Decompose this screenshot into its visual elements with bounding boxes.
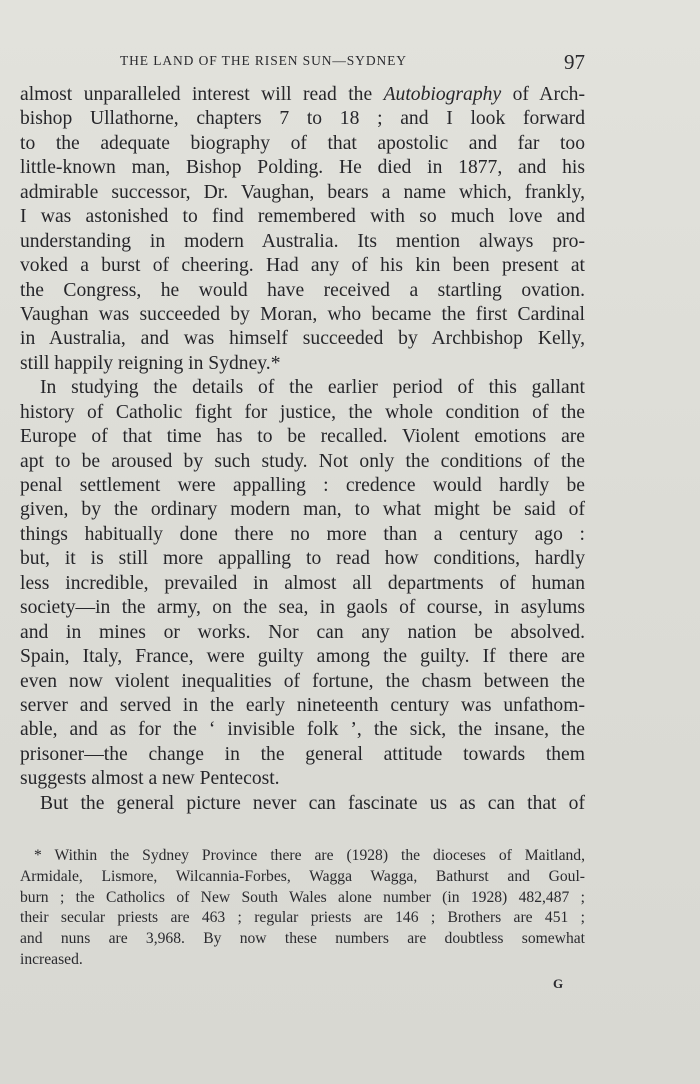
- running-title: THE LAND OF THE RISEN SUN—SYDNEY: [120, 53, 407, 68]
- footnote-line: * Within the Sydney Province there are (1928) the dioceses of Maitland,: [34, 847, 585, 864]
- footnote-line: Armidale, Lismore, Wilcannia-Forbes, Wagga Wagga, Bathurst and Goul-: [20, 867, 585, 885]
- body-line: able, and as for the ‘ invisible folk ’, the sick, the insane, the: [20, 719, 585, 741]
- body-line: given, by the ordinary modern man, to what might be said of: [20, 499, 585, 521]
- body-line: Vaughan was succeeded by Moran, who became the first Cardinal: [20, 303, 585, 325]
- book-title-italic: Autobiography: [383, 84, 502, 105]
- body-line: still happily reigning in Sydney.*: [20, 352, 281, 374]
- body-line: But the general picture never can fascinate us as can that of: [40, 792, 585, 814]
- body-line: even now violent inequalities of fortune, the chasm between the: [20, 670, 585, 692]
- body-line: admirable successor, Dr. Vaughan, bears a name which, frankly,: [20, 181, 585, 203]
- body-line: little-known man, Bishop Polding. He died in 1877, and his: [20, 157, 585, 179]
- footnote-line: and nuns are 3,968. By now these numbers are doubtless somewhat: [20, 930, 585, 948]
- body-line: Europe of that time has to be recalled. Violent emotions are: [20, 426, 585, 448]
- body-line: and in mines or works. Nor can any nation be absolved.: [20, 621, 585, 643]
- body-line: I was astonished to find remembered with so much love and: [20, 206, 585, 228]
- body-line: penal settlement were appalling : credence would hardly be: [20, 475, 585, 496]
- body-line: society—in the army, on the sea, in gaols of course, in asylums: [20, 597, 585, 619]
- body-line: less incredible, prevailed in almost all departments of human: [20, 572, 585, 594]
- footnote-line: increased.: [20, 950, 83, 968]
- body-line: almost unparalleled interest will read the Autobiography of Arch-: [20, 84, 585, 105]
- body-line: voked a burst of cheering. Had any of his kin been present at: [20, 255, 585, 277]
- body-line: in Australia, and was himself succeeded by Archbishop Kelly,: [20, 328, 585, 350]
- body-line: apt to be aroused by such study. Not only the conditions of the: [20, 450, 585, 472]
- body-line: things habitually done there no more than a century ago :: [20, 523, 585, 545]
- running-head: [22, 50, 585, 76]
- body-line: prisoner—the change in the general attitude towards them: [20, 743, 585, 765]
- page-number: 97: [564, 50, 585, 74]
- body-line: bishop Ullathorne, chapters 7 to 18 ; and I look forward: [20, 108, 585, 130]
- footnote-line: their secular priests are 463 ; regular priests are 146 ; Brothers are 451 ;: [20, 909, 585, 927]
- body-line: server and served in the early nineteenth century was unfathom-: [20, 694, 585, 716]
- body-line: but, it is still more appalling to read how conditions, hardly: [20, 548, 585, 570]
- body-line: suggests almost a new Pentecost.: [20, 768, 280, 790]
- body-line: In studying the details of the earlier period of this gallant: [40, 377, 585, 399]
- body-text: [20, 83, 585, 816]
- body-line: history of Catholic fight for justice, the whole condition of the: [20, 401, 585, 423]
- footnote-line: burn ; the Catholics of New South Wales alone number (in 1928) 482,487 ;: [20, 888, 585, 906]
- body-line: the Congress, he would have received a startling ovation.: [20, 279, 585, 301]
- body-line: to the adequate biography of that apostolic and far too: [20, 132, 585, 154]
- footnote: [20, 846, 585, 971]
- body-line: understanding in modern Australia. Its mention always pro-: [20, 230, 585, 252]
- signature-mark: G: [553, 976, 564, 991]
- body-line: Spain, Italy, France, were guilty among the guilty. If there are: [20, 646, 585, 668]
